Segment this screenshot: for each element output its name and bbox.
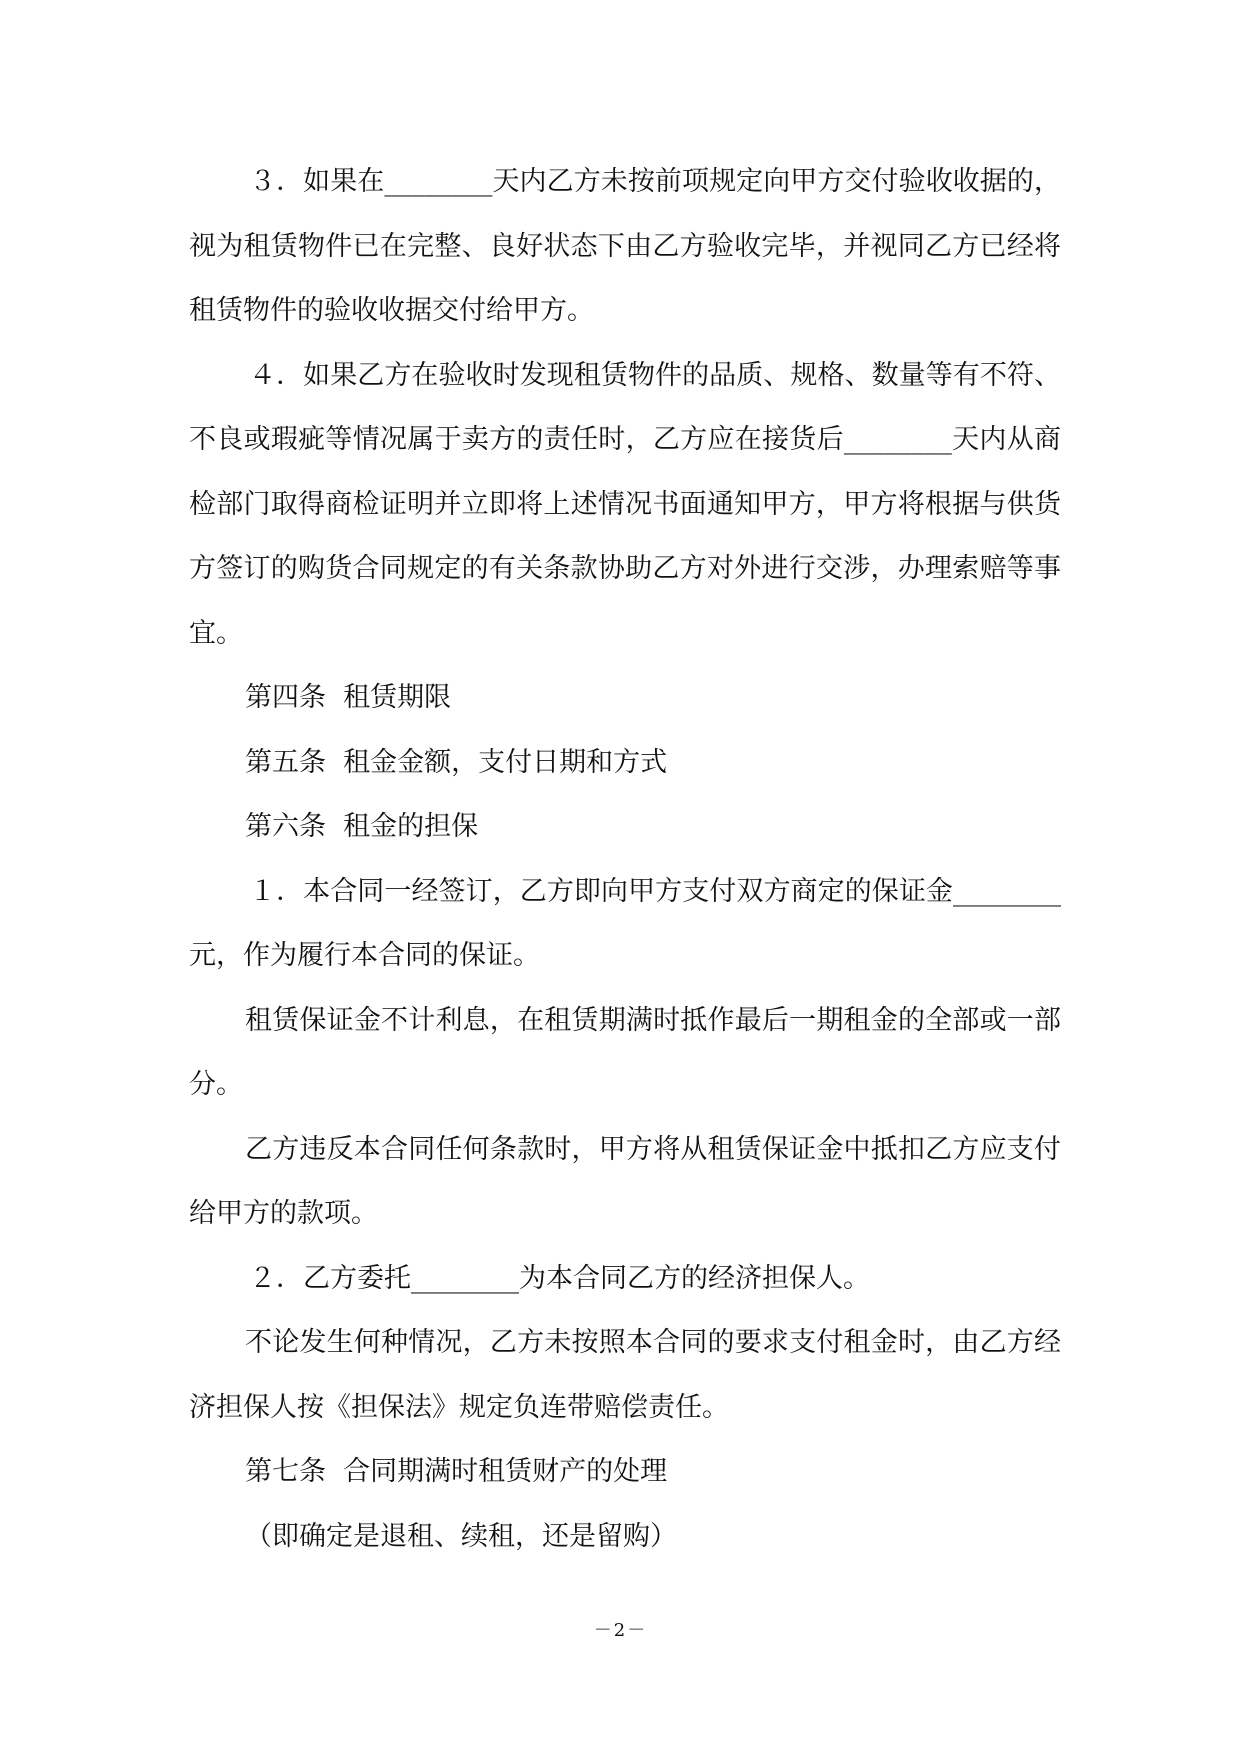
article-7-heading: 第七条 合同期满时租赁财产的处理: [245, 1456, 668, 1487]
page-number: －2－: [593, 1620, 648, 1641]
deposit-interest-paragraph: 租赁保证金不计利息，在租赁期满时抵作最后一期租金的全部或一部分。: [189, 1004, 1061, 1100]
clause-4-quality-defects: ４．如果乙方在验收时发现租赁物件的品质、规格、数量等有不符、不良或瑕疵等情况属于卖方的责任时，乙方应在接货后________天内从商检部门取得商检证明并立即将上述情况书面通知甲方，甲方将根据与供货方签订的购货合同规定的有关条款协助乙方对外进行交涉，办理索赔等事宜。: [189, 359, 1061, 649]
article-6-heading: 第六条 租金的担保: [245, 811, 479, 842]
deposit-deduction-paragraph: 乙方违反本合同任何条款时，甲方将从租赁保证金中抵扣乙方应支付给甲方的款项。: [189, 1133, 1061, 1229]
article-4-heading: 第四条 租赁期限: [245, 682, 452, 713]
clause-3-acceptance-receipt: ３．如果在________天内乙方未按前项规定向甲方交付验收收据的，视为租赁物件已在完整、良好状态下由乙方验收完毕，并视同乙方已经将租赁物件的验收收据交付给甲方。: [189, 166, 1061, 326]
clause-1-deposit: １．本合同一经签订，乙方即向甲方支付双方商定的保证金________元，作为履行本合同的保证。: [189, 875, 1061, 971]
article-5-heading: 第五条 租金金额，支付日期和方式: [245, 746, 668, 778]
guarantor-liability-paragraph: 不论发生何种情况，乙方未按照本合同的要求支付租金时，由乙方经济担保人按《担保法》规定负连带赔偿责任。: [189, 1327, 1061, 1423]
document-body: [189, 150, 1061, 1569]
clause-2-guarantor: ２．乙方委托________为本合同乙方的经济担保人。: [249, 1262, 870, 1294]
article-7-note: （即确定是退租、续租，还是留购）: [245, 1520, 677, 1552]
